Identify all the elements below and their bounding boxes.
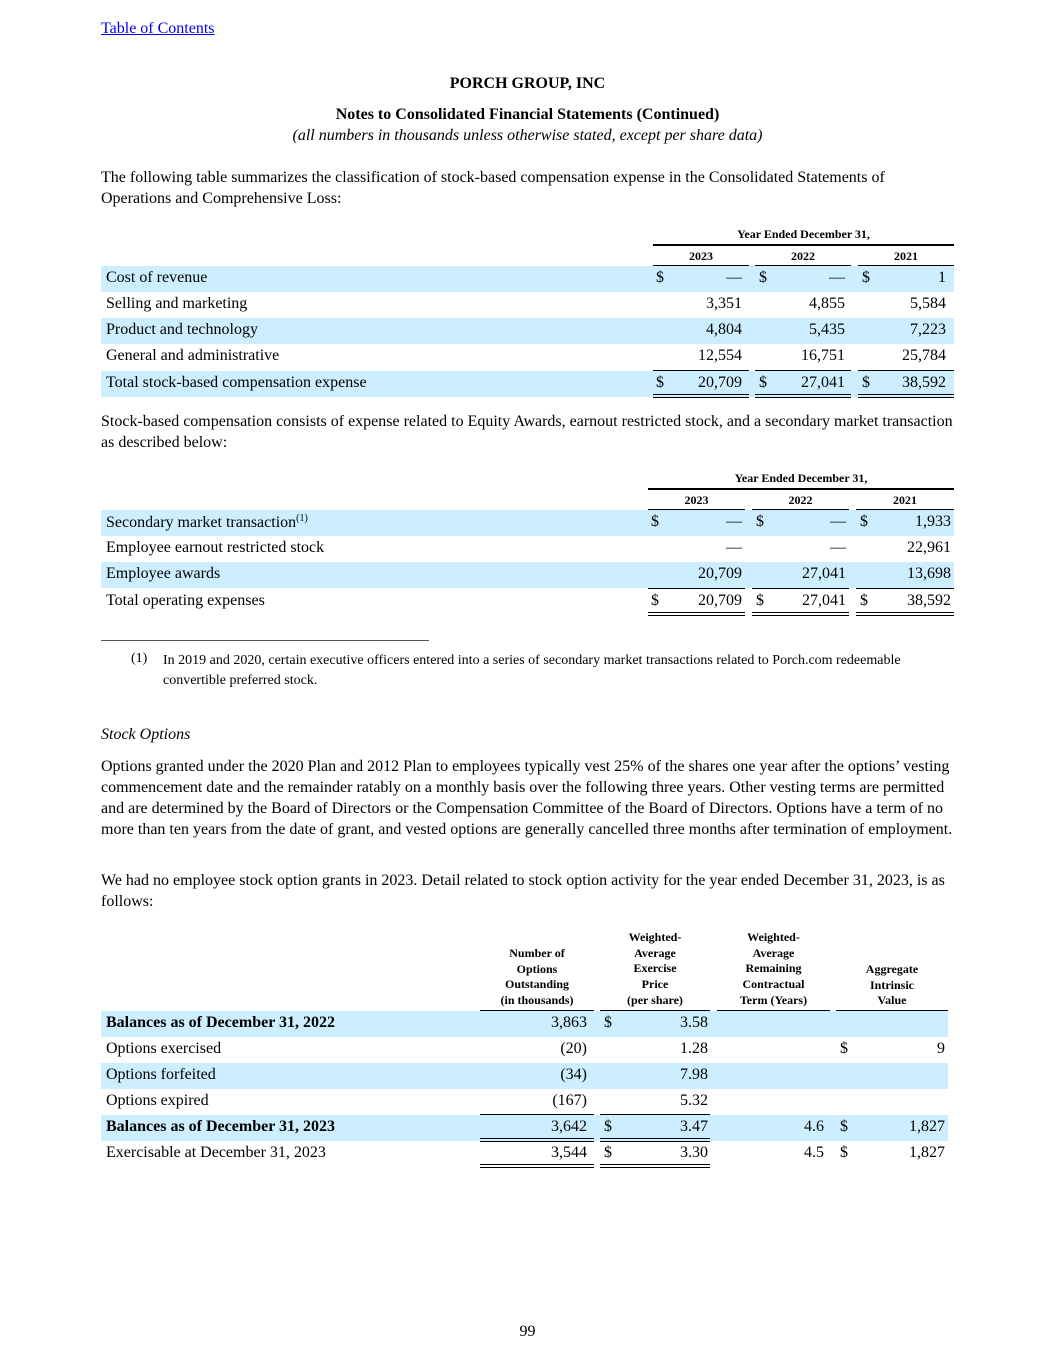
table-row: Exercisable at December 31, 2023 3,544 $ 3.30 4.5 $ 1,827 <box>106 1144 945 1161</box>
notes-title: Notes to Consolidated Financial Statements (Continued) <box>335 106 720 123</box>
footnote-text: In 2019 and 2020, certain executive officers entered into a series of secondary market transactions related to Porch.com redeemable convertible preferred stock. <box>163 653 901 688</box>
year-header: 2023 <box>689 249 713 263</box>
table-row: Product and technology 4,804 5,435 7,223 <box>101 318 954 344</box>
dollar-sign: $ <box>759 374 767 391</box>
dollar-sign: $ <box>656 269 664 286</box>
year-header: 2021 <box>894 249 918 263</box>
column-header-remaining-term: Weighted- Average Remaining Contractual Term (Years) <box>739 930 808 1007</box>
year-header: 2021 <box>893 493 917 507</box>
table-row-total: Total operating expenses $ 20,709 $ 27,041 $ 38,592 <box>106 592 951 609</box>
company-name: PORCH GROUP, INC <box>449 75 606 92</box>
section-heading-stock-options: Stock Options <box>101 726 191 743</box>
page-number: 99 <box>519 1323 536 1340</box>
table-of-contents-link[interactable]: Table of Contents <box>101 20 215 37</box>
dollar-sign: $ <box>862 269 870 286</box>
column-header-options-outstanding: Number of Options Outstanding (in thousands) <box>500 946 574 1008</box>
column-header-exercise-price: Weighted- Average Exercise Price (per share) <box>627 930 683 1007</box>
dollar-sign: $ <box>656 374 664 391</box>
table-row: Balances as of December 31, 2022 3,863 $ 3.58 <box>101 1011 948 1037</box>
table-row: Selling and marketing 3,351 4,855 5,584 <box>106 295 946 312</box>
dollar-sign: $ <box>860 592 868 609</box>
period-header: Year Ended December 31, <box>737 227 870 241</box>
year-header: 2023 <box>684 493 709 507</box>
footnote-number: (1) <box>131 651 148 666</box>
dollar-sign: $ <box>860 513 868 530</box>
notes-subtitle: (all numbers in thousands unless otherwise stated, except per share data) <box>292 127 763 144</box>
intro-paragraph-2: Stock-based compensation consists of expense related to Equity Awards, earnout restricted stock, and a secondary market transaction as described below: <box>101 413 953 451</box>
table-row: General and administrative 12,554 16,751 25,784 <box>106 347 946 364</box>
table-row: Options expired (167) 5.32 <box>106 1092 708 1109</box>
footnote-divider <box>101 640 429 641</box>
footnote-ref: (1) <box>296 513 308 524</box>
table-row: Employee awards 20,709 27,041 13,698 <box>101 562 954 588</box>
dollar-sign: $ <box>759 269 767 286</box>
year-header: 2022 <box>788 493 813 507</box>
year-header: 2022 <box>791 249 815 263</box>
table-row: Balances as of December 31, 2023 3,642 $ 3.47 4.6 $ 1,827 <box>101 1115 948 1141</box>
column-header-intrinsic-value: Aggregate Intrinsic Value <box>865 962 919 1008</box>
intro-paragraph-1: The following table summarizes the classification of stock-based compensation expense in the Consolidated Statements of Operations and Comprehensive Loss: <box>101 169 885 207</box>
table-row: Secondary market transaction$^{(1)}$ $ — $ — $ 1,933 <box>101 510 954 536</box>
table-row: Options forfeited (34) 7.98 <box>101 1063 948 1089</box>
table-row-total: Total stock-based compensation expense $ 20,709 $ 27,041 $ 38,592 <box>101 371 954 397</box>
table-row: Options exercised (20) 1.28 $ 9 <box>106 1040 945 1057</box>
table-row: Cost of revenue $ — $ — $ 1 <box>101 266 954 292</box>
dollar-sign: $ <box>862 374 870 391</box>
period-header: Year Ended December 31, <box>734 471 868 485</box>
table-row: Employee earnout restricted stock — — 22,961 <box>106 539 951 556</box>
dollar-sign: $ <box>756 513 764 530</box>
stock-options-paragraph-2: We had no employee stock option grants in 2023. Detail related to stock option activity for the year ended December 31, 2023, is as follows: <box>101 872 945 910</box>
stock-options-paragraph-1: Options granted under the 2020 Plan and 2012 Plan to employees typically vest 25% of the shares one year after the options’ vesting commencement date and the remainder ratably on a monthly basis over the following three years. Other vesting terms are permitted and are determined by the Board of Directors or the Compensation Committee of the Board of Directors. Options have a term of no more than ten years from the date of grant, and vested options are generally cancelled three months after termination of employment. <box>101 758 953 838</box>
dollar-sign: $ <box>651 513 659 530</box>
dollar-sign: $ <box>756 592 764 609</box>
dollar-sign: $ <box>651 592 659 609</box>
